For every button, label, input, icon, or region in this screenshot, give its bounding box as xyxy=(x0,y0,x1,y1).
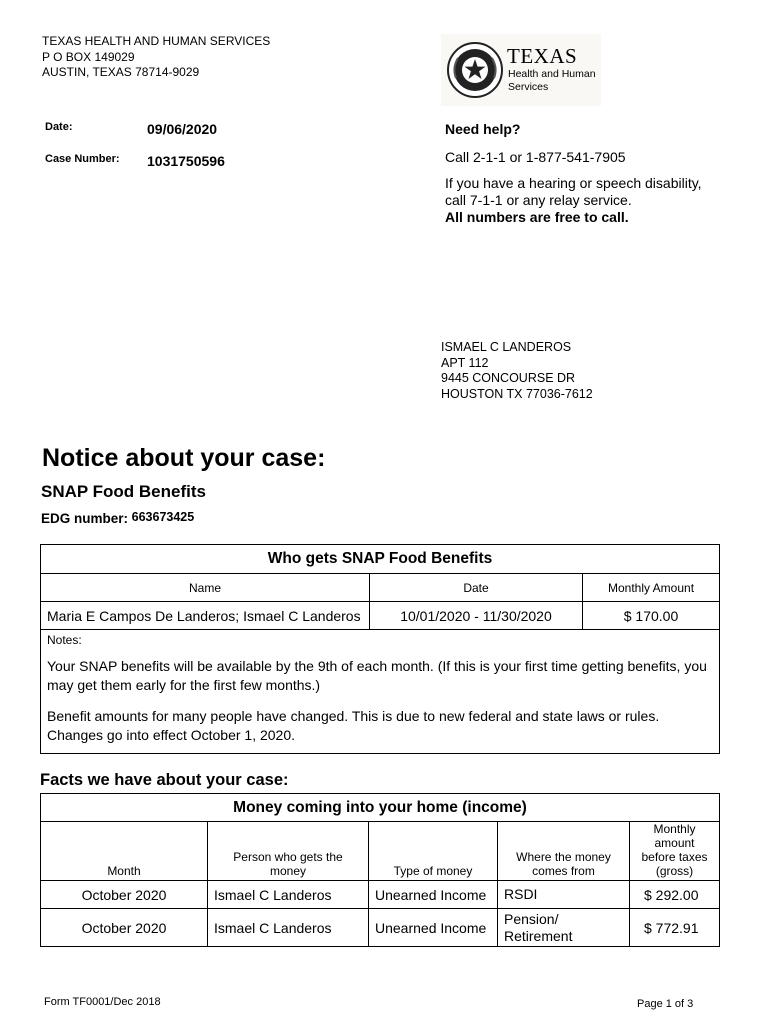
cell-name: Maria E Campos De Landeros; Ismael C Landeros xyxy=(41,602,370,630)
cell-amount: $ 772.91 xyxy=(630,909,720,947)
cell-date: 10/01/2020 - 11/30/2020 xyxy=(370,602,583,630)
cell-source: Pension/ Retirement xyxy=(498,909,630,947)
column-header-name: Name xyxy=(41,574,370,602)
cell-amount: $ 292.00 xyxy=(630,881,720,909)
edg-label: EDG number: xyxy=(41,511,129,526)
note-paragraph: Benefit amounts for many people have changed. This is due to new federal and state laws or rules. Changes go into effect October 1, 2020. xyxy=(47,708,660,743)
help-call-numbers: Call 2-1-1 or 1-877-541-7905 xyxy=(445,149,626,165)
logo-subtitle: Health and Human Services xyxy=(508,68,596,93)
snap-benefits-table xyxy=(40,544,720,754)
sender-line: P O BOX 149029 xyxy=(42,49,135,64)
table-row xyxy=(41,602,720,630)
table-row xyxy=(41,881,720,909)
column-header-person: Person who gets the money xyxy=(208,822,369,881)
sender-address xyxy=(42,34,270,81)
help-section xyxy=(445,121,745,226)
date-value: 09/06/2020 xyxy=(147,121,218,137)
notes-cell xyxy=(41,630,720,754)
column-header-month: Month xyxy=(41,822,208,881)
notes-label: Notes: xyxy=(47,633,82,647)
recipient-name: ISMAEL C LANDEROS xyxy=(441,340,572,354)
sender-line: AUSTIN, TEXAS 78714-9029 xyxy=(42,65,200,79)
page-number: Page 1 of 3 xyxy=(637,998,694,1010)
edg-value: 663673425 xyxy=(131,510,195,524)
recipient-city: HOUSTON TX 77036-7612 xyxy=(441,386,593,401)
column-header-type: Type of money xyxy=(369,822,498,881)
cell-person: Ismael C Landeros xyxy=(208,909,369,947)
help-free-note: All numbers are free to call. xyxy=(445,209,629,225)
table-row xyxy=(41,909,720,947)
facts-title: Facts we have about your case: xyxy=(40,771,289,789)
form-number: Form TF0001/Dec 2018 xyxy=(44,996,161,1008)
column-header-amount: Monthly Amount xyxy=(583,574,720,602)
sender-line: TEXAS HEALTH AND HUMAN SERVICES xyxy=(42,34,271,48)
edg-number xyxy=(41,511,194,526)
column-header-date: Date xyxy=(370,574,583,602)
cell-month: October 2020 xyxy=(41,881,208,909)
recipient-address xyxy=(441,340,593,402)
cell-person: Ismael C Landeros xyxy=(208,881,369,909)
agency-logo xyxy=(441,34,601,106)
note-paragraph: Your SNAP benefits will be available by the 9th of each month. (If this is your first time getting benefits, you may get them early for the first few months.) xyxy=(47,658,707,693)
cell-type: Unearned Income xyxy=(369,881,498,909)
cell-source: RSDI xyxy=(498,881,630,909)
cell-amount: $ 170.00 xyxy=(583,602,720,630)
date-label: Date: xyxy=(45,121,73,133)
table-caption: Money coming into your home (income) xyxy=(41,794,720,822)
case-number-label: Case Number: xyxy=(45,153,120,165)
income-table xyxy=(40,793,720,947)
recipient-street: 9445 CONCOURSE DR xyxy=(441,371,576,385)
help-title: Need help? xyxy=(445,121,521,137)
help-disability-line: call 7-1-1 or any relay service. xyxy=(445,192,632,208)
column-header-amount: Monthly amount before taxes (gross) xyxy=(630,822,720,881)
table-caption: Who gets SNAP Food Benefits xyxy=(41,545,720,574)
logo-title: TEXAS xyxy=(507,44,578,68)
cell-type: Unearned Income xyxy=(369,909,498,947)
recipient-apt: APT 112 xyxy=(441,355,489,370)
notice-subtitle: SNAP Food Benefits xyxy=(41,482,206,501)
texas-seal-icon xyxy=(446,38,504,102)
cell-month: October 2020 xyxy=(41,909,208,947)
case-number-value: 1031750596 xyxy=(147,153,225,169)
column-header-source: Where the money comes from xyxy=(498,822,630,881)
help-disability-line: If you have a hearing or speech disability, xyxy=(445,175,702,191)
notice-title: Notice about your case: xyxy=(42,444,326,472)
